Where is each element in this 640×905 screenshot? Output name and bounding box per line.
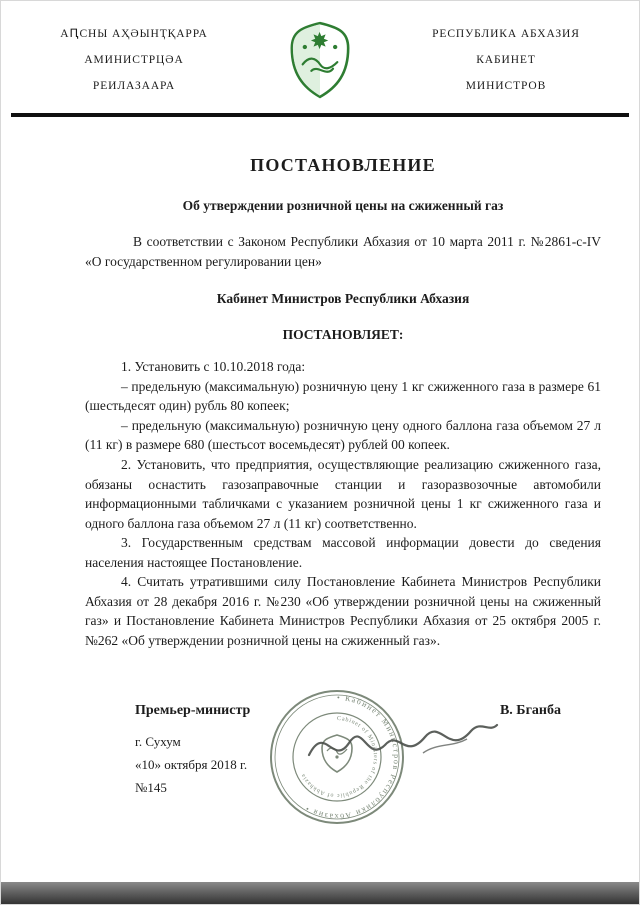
stamp-inner-text: Cabinet of Ministers of the Republic of Abkhazia — [300, 715, 378, 799]
resolves-line: ПОСТАНОВЛЯЕТ: — [282, 327, 404, 343]
letterhead-right-line: РЕСПУБЛИКА АБХАЗИЯ — [432, 28, 580, 40]
decree-item: – предельную (максимальную) розничную цену одного баллона газа объемом 27 л (11 кг) в размере 680 (шестьсот восемьдесят) рублей 00 копеек. — [85, 417, 601, 453]
decree-item: 2. Установить, что предприятия, осуществляющие реализацию сжиженного газа, обязаны оснастить газозаправочные станции и газоразвозочные автомобили информационными табличками с указанием розничной цены 1 кг сжиженного газа и одного баллона газа объемом 27 л (11 кг) соответственно. — [85, 456, 601, 531]
scan-edge-artifact — [1, 882, 639, 904]
letterhead-left-line: АԤСНЫ АҲӘЫНҬҚАРРА — [60, 28, 208, 40]
decree-items — [85, 357, 601, 650]
decree-item: – предельную (максимальную) розничную цену 1 кг сжиженного газа в размере 61 (шестьдесят один) рубль 80 копеек; — [85, 378, 601, 414]
document-subject: Об утверждении розничной цены на сжиженный газ — [182, 198, 504, 213]
signature-role: Премьер-министр — [135, 702, 251, 718]
footer-number: №145 — [135, 779, 167, 795]
letterhead-left — [29, 21, 239, 99]
decree-item: 4. Считать утратившими силу Постановление Кабинета Министров Республики Абхазия от 28 декабря 2016 г. №230 «Об утверждении розничной цены на сжиженный газ» и Постановление Кабинета Министров Республики Абхазия от 25 октября 2005 г. №262 «Об утверждении розничной цены на сжиженный газ». — [85, 574, 601, 648]
document-title: ПОСТАНОВЛЕНИЕ — [250, 155, 436, 175]
letterhead-right — [401, 21, 611, 99]
letterhead — [1, 1, 639, 101]
letterhead-left-line: РЕИЛАЗААРА — [92, 80, 176, 92]
letterhead-left-line: АМИНИСТРЦӘА — [84, 54, 184, 66]
letterhead-divider — [11, 113, 629, 117]
document-body — [85, 155, 601, 651]
letterhead-right-line: МИНИСТРОВ — [465, 80, 547, 92]
letterhead-right-line: КАБИНЕТ — [476, 54, 536, 66]
stamp-outer-text: • Кабинет Министров Республики Абхазия • — [302, 692, 402, 822]
footer-city: г. Сухум — [135, 733, 181, 749]
handwritten-signature — [303, 713, 503, 777]
signature-name: В. Бганба — [499, 702, 561, 718]
authority-line: Кабинет Министров Республики Абхазия — [216, 291, 470, 307]
coat-of-arms-icon — [285, 21, 355, 101]
footer-date: «10» октября 2018 г. — [135, 756, 248, 772]
decree-item: 3. Государственным средствам массовой информации довести до сведения населения настоящее Постановление. — [85, 535, 601, 570]
preamble-paragraph: В соответствии с Законом Республики Абхазия от 10 марта 2011 г. №2861-с-IV «О государственном регулировании цен» — [85, 234, 601, 269]
decree-item: 1. Установить с 10.10.2018 года: — [121, 359, 306, 375]
